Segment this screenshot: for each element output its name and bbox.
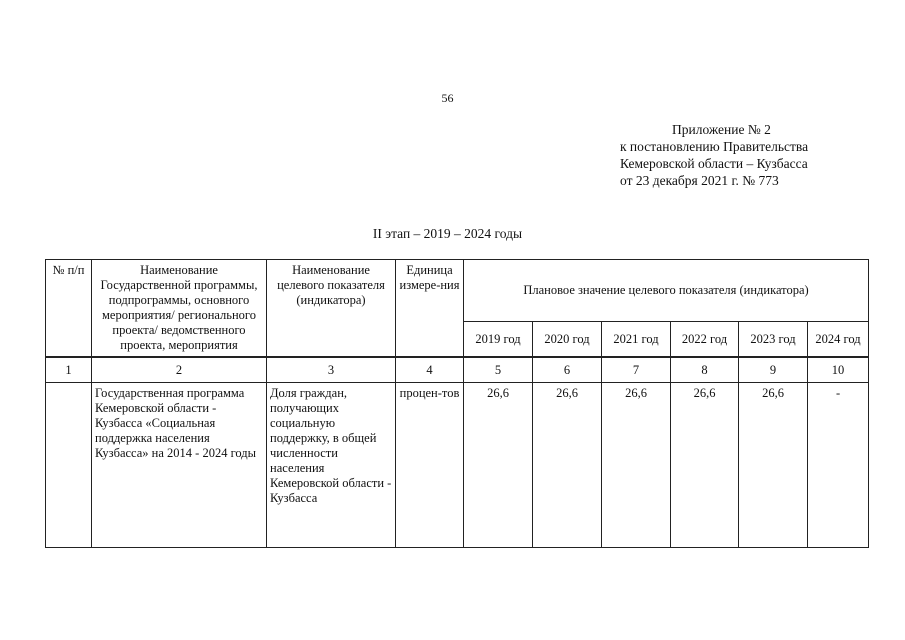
row-indicator: Доля граждан, получающих социальную поддержку, в общей численности населения Кемеровской области - Кузбасса [267,383,396,548]
row-value-2022: 26,6 [671,383,739,548]
column-number: 8 [671,357,739,383]
header-num: № п/п [46,260,92,358]
column-number: 3 [267,357,396,383]
row-value-2020: 26,6 [533,383,602,548]
row-value-2024: - [808,383,869,548]
header-year-2020: 2020 год [533,322,602,358]
header-unit: Единица измере-ния [396,260,464,358]
appendix-date: от 23 декабря 2021 г. № 773 [620,173,779,188]
row-num [46,383,92,548]
header-year-2024: 2024 год [808,322,869,358]
column-number: 5 [464,357,533,383]
indicators-table [45,259,869,548]
row-value-2019: 26,6 [464,383,533,548]
row-value-2023: 26,6 [739,383,808,548]
row-value-2021: 26,6 [602,383,671,548]
appendix-block [612,121,842,189]
row-unit: процен-тов [396,383,464,548]
column-number: 2 [92,357,267,383]
header-row [46,260,869,322]
column-number: 4 [396,357,464,383]
page-number: 56 [441,91,454,105]
header-year-2019: 2019 год [464,322,533,358]
stage-title: II этап – 2019 – 2024 годы [372,226,523,241]
column-number: 9 [739,357,808,383]
column-number-row [46,357,869,383]
header-year-2023: 2023 год [739,322,808,358]
header-program: Наименование Государственной программы, подпрограммы, основного мероприятия/ регионального проекта/ ведомственного проекта, мероприятия [92,260,267,358]
column-number: 10 [808,357,869,383]
header-year-2022: 2022 год [671,322,739,358]
header-plan: Плановое значение целевого показателя (индикатора) [464,260,869,322]
header-indicator: Наименование целевого показателя (индикатора) [267,260,396,358]
column-number: 7 [602,357,671,383]
table-row [46,383,869,548]
appendix-region: Кемеровской области – Кузбасса [620,156,808,171]
header-year-2021: 2021 год [602,322,671,358]
row-program: Государственная программа Кемеровской области - Кузбасса «Социальная поддержка населения Кузбасса» на 2014 - 2024 годы [92,383,267,548]
appendix-title: Приложение № 2 [672,122,771,137]
appendix-resolution: к постановлению Правительства [620,139,809,154]
column-number: 6 [533,357,602,383]
column-number: 1 [46,357,92,383]
